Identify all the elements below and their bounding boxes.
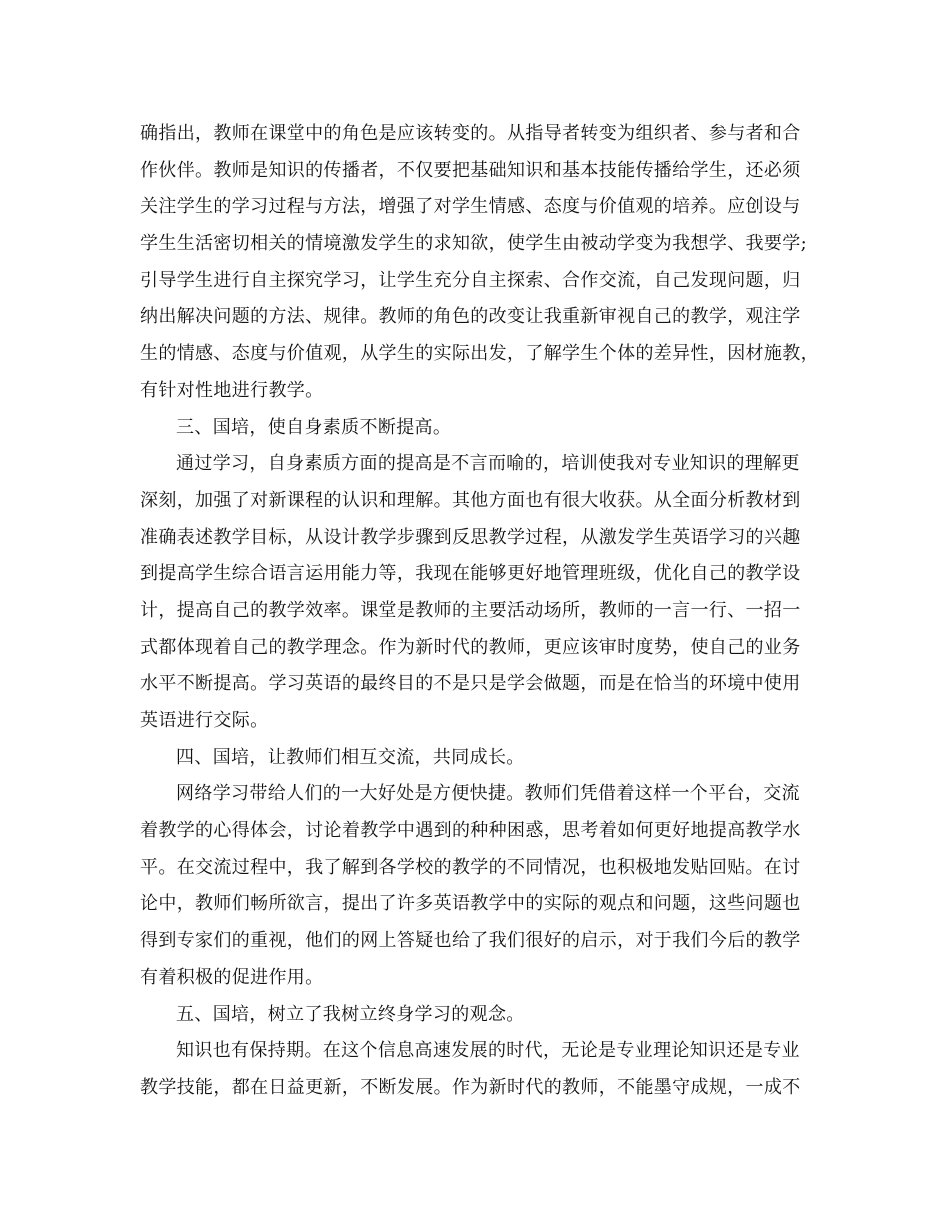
text-line: 网络学习带给人们的一大好处是方便快捷。教师们凭借着这样一个平台，交流 bbox=[176, 783, 800, 805]
text-line: 水平不断提高。学习英语的最终目的不是只是学会做题，而是在恰当的环境中使用 bbox=[140, 673, 801, 695]
text-line: 引导学生进行自主探究学习，让学生充分自主探索、合作交流，自己发现问题，归 bbox=[140, 269, 801, 291]
text-line: 纳出解决问题的方法、规律。教师的角色的改变让我重新审视自己的教学，观注学 bbox=[140, 306, 801, 328]
section-heading: 三、国培，使自身素质不断提高。 bbox=[176, 416, 452, 438]
text-line: 论中，教师们畅所欲言，提出了许多英语教学中的实际的观点和问题，这些问题也 bbox=[140, 893, 801, 915]
text-line: 着教学的心得体会，讨论着教学中遇到的种种困惑，思考着如何更好地提高教学水 bbox=[140, 820, 801, 842]
text-line: 到提高学生综合语言运用能力等，我现在能够更好地管理班级，优化自己的教学设 bbox=[140, 563, 801, 585]
text-line: 平。在交流过程中，我了解到各学校的教学的不同情况，也积极地发贴回贴。在讨 bbox=[140, 856, 801, 878]
text-line: 有着积极的促进作用。 bbox=[140, 966, 324, 988]
text-line: 生的情感、态度与价值观，从学生的实际出发，了解学生个体的差异性，因材施教， bbox=[140, 343, 819, 365]
text-line: 有针对性地进行教学。 bbox=[140, 379, 324, 401]
text-line: 式都体现着自己的教学理念。作为新时代的教师，更应该审时度势，使自己的业务 bbox=[140, 636, 801, 658]
text-line: 关注学生的学习过程与方法，增强了对学生情感、态度与价值观的培养。应创设与 bbox=[140, 196, 801, 218]
text-line: 英语进行交际。 bbox=[140, 710, 269, 731]
text-line: 得到专家们的重视，他们的网上答疑也给了我们很好的启示，对于我们今后的教学 bbox=[140, 930, 801, 952]
text-line: 准确表述教学目标，从设计教学步骤到反思教学过程，从激发学生英语学习的兴趣 bbox=[140, 526, 801, 548]
text-line: 确指出，教师在课堂中的角色是应该转变的。从指导者转变为组织者、参与者和合 bbox=[140, 123, 801, 144]
section-heading: 四、国培，让教师们相互交流，共同成长。 bbox=[176, 746, 525, 768]
text-line: 计，提高自己的教学效率。课堂是教师的主要活动场所，教师的一言一行、一招一 bbox=[140, 599, 801, 621]
text-line: 教学技能，都在日益更新，不断发展。作为新时代的教师，不能墨守成规，一成不 bbox=[140, 1076, 801, 1098]
text-line: 学生生活密切相关的情境激发学生的求知欲，使学生由被动学变为我想学、我要学; bbox=[140, 233, 808, 255]
document-body bbox=[140, 116, 819, 1107]
text-line: 深刻，加强了对新课程的认识和理解。其他方面也有很大收获。从全面分析教材到 bbox=[140, 489, 801, 511]
section-heading: 五、国培，树立了我树立终身学习的观念。 bbox=[176, 1003, 525, 1025]
text-line: 通过学习，自身素质方面的提高是不言而喻的，培训使我对专业知识的理解更 bbox=[176, 453, 800, 475]
text-line: 知识也有保持期。在这个信息高速发展的时代，无论是专业理论知识还是专业 bbox=[176, 1040, 800, 1062]
text-line: 作伙伴。教师是知识的传播者，不仅要把基础知识和基本技能传播给学生，还必须 bbox=[140, 159, 801, 181]
